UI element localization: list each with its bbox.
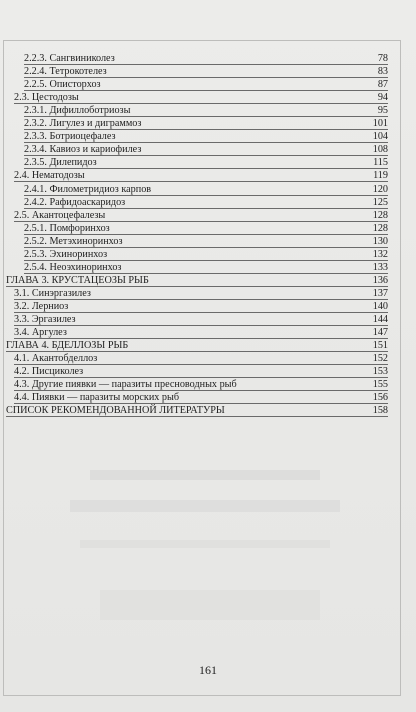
toc-entry-page: 153 xyxy=(372,366,388,378)
toc-entry-title: ГЛАВА 4. БДЕЛЛОЗЫ РЫБ xyxy=(6,340,129,352)
toc-entry-page: 147 xyxy=(372,327,388,339)
toc-entry-page: 133 xyxy=(372,261,388,273)
toc-entry-title: 2.2.3. Сангвиниколез xyxy=(24,53,115,64)
toc-entry-page: 87 xyxy=(377,79,388,91)
toc-entry-page: 140 xyxy=(372,300,388,312)
toc-entry-title: 2.5.1. Помфоринхоз xyxy=(24,222,110,234)
toc-entry-page: 95 xyxy=(377,105,388,117)
toc-entry xyxy=(6,404,388,417)
toc-entry xyxy=(14,300,388,313)
toc-entry-title: 2.5. Акантоцефалезы xyxy=(14,209,106,221)
show-through-block xyxy=(90,470,320,480)
toc-entry xyxy=(24,196,388,209)
toc-entry-page: 108 xyxy=(372,144,388,156)
toc-entry xyxy=(24,78,388,91)
toc-entry-title: 2.3.5. Дилепидоз xyxy=(24,157,97,169)
toc-entry-page: 152 xyxy=(372,353,388,365)
page-number: 161 xyxy=(199,663,217,677)
toc-entry-page: 94 xyxy=(377,92,388,104)
toc-entry-title: 3.2. Лерниоз xyxy=(14,300,69,312)
toc-entry-title: ГЛАВА 3. КРУСТАЦЕОЗЫ РЫБ xyxy=(6,274,149,286)
toc-entry-page: 136 xyxy=(372,274,388,286)
toc-entry-title: 2.5.3. Эхиноринхоз xyxy=(24,248,108,260)
toc-entry-title: 3.4. Аргулез xyxy=(14,327,67,339)
toc-entry-title: 3.3. Эргазилез xyxy=(14,314,76,325)
toc-entry xyxy=(14,365,388,378)
toc-entry-page: 78 xyxy=(377,53,388,64)
toc-entry-page: 128 xyxy=(372,209,388,221)
toc-entry-page: 156 xyxy=(372,392,388,404)
toc-entry-page: 83 xyxy=(377,66,388,78)
toc-entry-title: 2.3. Цестодозы xyxy=(14,92,79,104)
toc-entry-page: 158 xyxy=(372,405,388,417)
toc-entry xyxy=(14,378,388,391)
toc-entry-page: 128 xyxy=(372,222,388,234)
toc-entry-title: 4.2. Писциколез xyxy=(14,366,84,378)
toc-entry-title: 2.3.3. Ботриоцефалез xyxy=(24,131,116,143)
toc-entry xyxy=(24,183,388,196)
toc-entry xyxy=(24,235,388,248)
toc-entry-title: 4.1. Акантобделлоз xyxy=(14,353,98,365)
toc-entry-title: 2.2.5. Описторхоз xyxy=(24,79,101,91)
toc-entry xyxy=(14,352,388,365)
toc-entry-title: 2.4.2. Рафидоаскаридоз xyxy=(24,196,126,208)
toc-entry xyxy=(14,169,388,182)
toc-entry xyxy=(14,209,388,222)
show-through-block xyxy=(70,500,340,512)
toc-entry xyxy=(6,339,388,352)
toc-entry-title: 2.2.4. Тетрокотелез xyxy=(24,66,107,78)
toc-entry-page: 119 xyxy=(373,170,388,182)
toc-entry xyxy=(24,117,388,130)
toc-entry xyxy=(24,248,388,261)
toc-entry xyxy=(24,104,388,117)
toc-entry-page: 137 xyxy=(372,287,388,299)
toc-entry-page: 125 xyxy=(372,196,388,208)
toc-entry-title: 2.5.4. Неоэхиноринхоз xyxy=(24,261,122,273)
toc-entry xyxy=(24,261,388,274)
toc-entry xyxy=(24,143,388,156)
toc-entry xyxy=(6,274,388,287)
toc-entry-title: 4.3. Другие пиявки — паразиты пресноводных рыб xyxy=(14,379,237,391)
toc-entry-title: 2.4.1. Филометридиоз карпов xyxy=(24,183,152,195)
toc-entry xyxy=(14,91,388,104)
toc-entry-page: 132 xyxy=(372,248,388,260)
toc-entry-title: 2.3.1. Дифиллоботриозы xyxy=(24,105,131,117)
toc-entry xyxy=(14,287,388,300)
toc-entry xyxy=(14,326,388,339)
toc-entry-page: 130 xyxy=(372,235,388,247)
toc-entry-title: 2.5.2. Метэхиноринхоз xyxy=(24,235,123,247)
toc-entry-page: 155 xyxy=(372,379,388,391)
toc-entry-page: 101 xyxy=(372,118,388,130)
toc-entry xyxy=(24,130,388,143)
toc-entry xyxy=(24,222,388,235)
show-through-block xyxy=(80,540,330,548)
toc-entry-title: 2.3.2. Лигулез и диграммоз xyxy=(24,118,142,130)
toc-entry-title: 3.1. Синэргазилез xyxy=(14,287,91,299)
show-through-block xyxy=(100,590,320,620)
toc-entry xyxy=(14,313,388,326)
toc-entry-title: 2.4. Нематодозы xyxy=(14,170,85,182)
toc-entry xyxy=(24,52,388,65)
toc-entry xyxy=(24,65,388,78)
toc-entry-title: СПИСОК РЕКОМЕНДОВАННОЙ ЛИТЕРАТУРЫ xyxy=(6,405,225,417)
toc-entry-page: 115 xyxy=(373,157,388,169)
toc-entry-page: 144 xyxy=(372,314,388,325)
toc-entry-title: 2.3.4. Кавиоз и кариофилез xyxy=(24,144,142,156)
toc-entry xyxy=(14,391,388,404)
toc-entry-page: 104 xyxy=(372,131,388,143)
toc-entry-page: 120 xyxy=(372,183,388,195)
toc-entry-page: 151 xyxy=(372,340,388,352)
toc-entry-title: 4.4. Пиявки — паразиты морских рыб xyxy=(14,392,180,404)
toc-entry xyxy=(24,156,388,169)
